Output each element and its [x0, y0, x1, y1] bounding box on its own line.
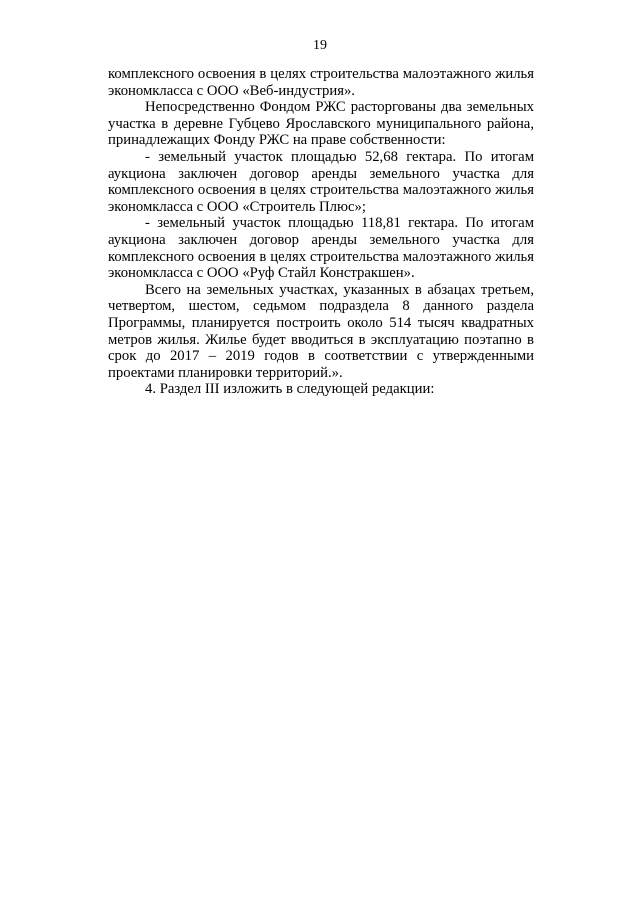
- document-body: [108, 66, 534, 398]
- paragraph-land-plots-intro: Непосредственно Фондом РЖС расторгованы два земельных участка в деревне Губцево Ярославского муниципального района, принадлежащих Фонду РЖС на праве собственности:: [108, 99, 534, 149]
- paragraph-continuation: комплексного освоения в целях строительства малоэтажного жилья экономкласса с ООО «Веб-индустрия».: [108, 66, 534, 99]
- paragraph-plot-52-68: - земельный участок площадью 52,68 гектара. По итогам аукциона заключен договор аренды земельного участка для комплексного освоения в целях строительства малоэтажного жилья экономкласса с ООО «Строитель Плюс»;: [108, 148, 534, 215]
- page-number: 19: [313, 38, 327, 53]
- paragraph-plot-118-81: - земельный участок площадью 118,81 гектара. По итогам аукциона заключен договор аренды земельного участка для комплексного освоения в целях строительства малоэтажного жилья экономкласса с ООО «Руф Стайл Констракшен».: [108, 215, 534, 282]
- paragraph-total-housing: Всего на земельных участках, указанных в абзацах третьем, четвертом, шестом, седьмом подраздела 8 данного раздела Программы, планируется построить около 514 тысяч квадратных метров жилья. Жилье будет вводиться в эксплуатацию поэтапно в срок до 2017 – 2019 годов в соответствии с утвержденными проектами планировки территорий.».: [108, 281, 534, 381]
- paragraph-section-iii-instruction: 4. Раздел III изложить в следующей редакции:: [145, 381, 435, 398]
